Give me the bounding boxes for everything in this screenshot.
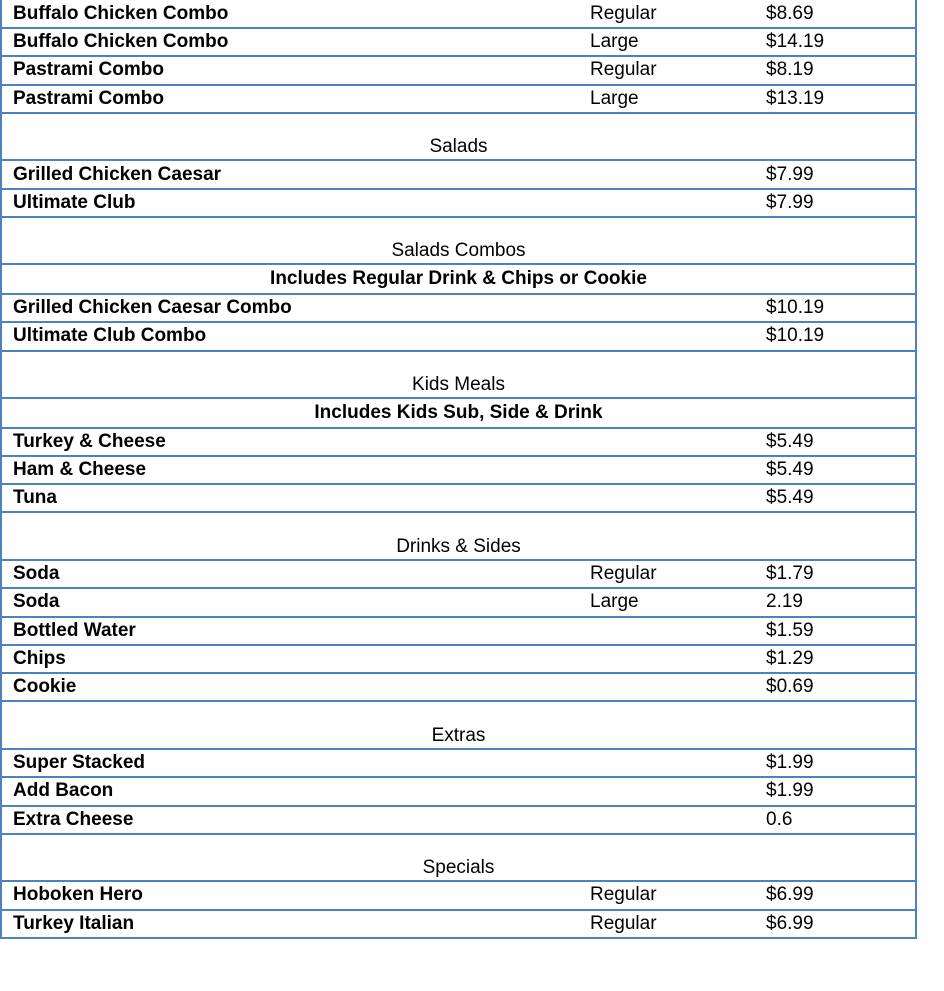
item-size: Regular [590, 912, 657, 934]
menu-item-row [0, 295, 917, 323]
item-name: Grilled Chicken Caesar [13, 163, 222, 185]
section-heading: Drinks & Sides [396, 535, 521, 557]
item-size: Large [590, 31, 639, 53]
section-heading: Salads [429, 136, 488, 158]
item-price: $10.19 [766, 297, 825, 319]
item-price: 2.19 [766, 591, 803, 613]
menu-item-row [0, 778, 917, 806]
item-price: $0.69 [766, 676, 814, 698]
item-name: Add Bacon [13, 780, 114, 802]
item-name: Cookie [13, 676, 77, 698]
section-heading-row [0, 513, 917, 561]
item-price: $1.99 [766, 780, 814, 802]
item-name: Turkey & Cheese [13, 430, 166, 452]
section-subheading-row [0, 399, 917, 429]
item-price: $1.59 [766, 619, 814, 641]
item-size: Regular [590, 2, 657, 24]
menu-item-row [0, 750, 917, 778]
item-name: Pastrami Combo [13, 59, 164, 81]
item-price: $5.49 [766, 430, 814, 452]
item-name: Bottled Water [13, 619, 136, 641]
item-size: Large [590, 591, 639, 613]
item-name: Hoboken Hero [13, 884, 143, 906]
section-heading-row [0, 835, 917, 883]
item-price: $5.49 [766, 487, 814, 509]
menu-item-row [0, 911, 917, 939]
section-subheading: Includes Regular Drink & Chips or Cookie [270, 268, 647, 290]
item-price: $1.99 [766, 752, 814, 774]
menu-item-row [0, 589, 917, 617]
item-name: Soda [13, 591, 60, 613]
section-heading-row [0, 702, 917, 750]
item-name: Grilled Chicken Caesar Combo [13, 297, 292, 319]
section-heading-row [0, 114, 917, 162]
section-heading-row [0, 218, 917, 266]
item-price: $14.19 [766, 31, 825, 53]
menu-item-row [0, 429, 917, 457]
item-name: Tuna [13, 487, 57, 509]
item-price: $13.19 [766, 87, 825, 109]
item-price: $1.79 [766, 563, 814, 585]
item-price: 0.6 [766, 808, 793, 830]
section-subheading: Includes Kids Sub, Side & Drink [314, 401, 603, 423]
item-name: Soda [13, 563, 60, 585]
item-name: Turkey Italian [13, 912, 135, 934]
item-size: Large [590, 87, 639, 109]
menu-item-row [0, 561, 917, 589]
section-heading: Kids Meals [412, 374, 505, 396]
item-price: $1.29 [766, 648, 814, 669]
menu-item-row [0, 485, 917, 513]
item-name: Ultimate Club [13, 191, 136, 213]
item-name: Buffalo Chicken Combo [13, 31, 229, 53]
item-name: Buffalo Chicken Combo [13, 2, 229, 24]
menu-item-row [0, 646, 917, 674]
item-price: $6.99 [766, 912, 814, 934]
item-size: Regular [590, 884, 657, 906]
menu-item-row [0, 161, 917, 189]
section-subheading-row [0, 265, 917, 295]
item-name: Pastrami Combo [13, 87, 164, 109]
section-heading: Salads Combos [391, 240, 526, 262]
menu-item-row [0, 323, 917, 351]
item-price: $7.99 [766, 163, 814, 185]
item-name: Chips [13, 648, 66, 669]
item-name: Ultimate Club Combo [13, 325, 207, 347]
item-name: Ham & Cheese [13, 459, 147, 481]
menu-item-row [0, 29, 917, 57]
menu-item-row [0, 807, 917, 835]
menu-item-row [0, 882, 917, 910]
item-price: $6.99 [766, 884, 814, 906]
item-size: Regular [590, 59, 657, 81]
section-heading-row [0, 352, 917, 400]
menu-item-row [0, 618, 917, 646]
menu-item-row [0, 457, 917, 485]
menu-item-row [0, 57, 917, 85]
item-size: Regular [590, 563, 657, 585]
section-heading: Specials [422, 857, 495, 879]
menu-item-row [0, 86, 917, 114]
menu-item-row [0, 190, 917, 218]
item-name: Extra Cheese [13, 808, 134, 830]
item-price: $10.19 [766, 325, 825, 347]
menu-item-row [0, 0, 917, 29]
section-heading: Extras [431, 724, 486, 746]
item-price: $7.99 [766, 191, 814, 213]
item-name: Super Stacked [13, 752, 145, 774]
menu-item-row [0, 674, 917, 702]
item-price: $8.69 [766, 2, 814, 24]
item-price: $5.49 [766, 459, 814, 481]
item-price: $8.19 [766, 59, 814, 81]
